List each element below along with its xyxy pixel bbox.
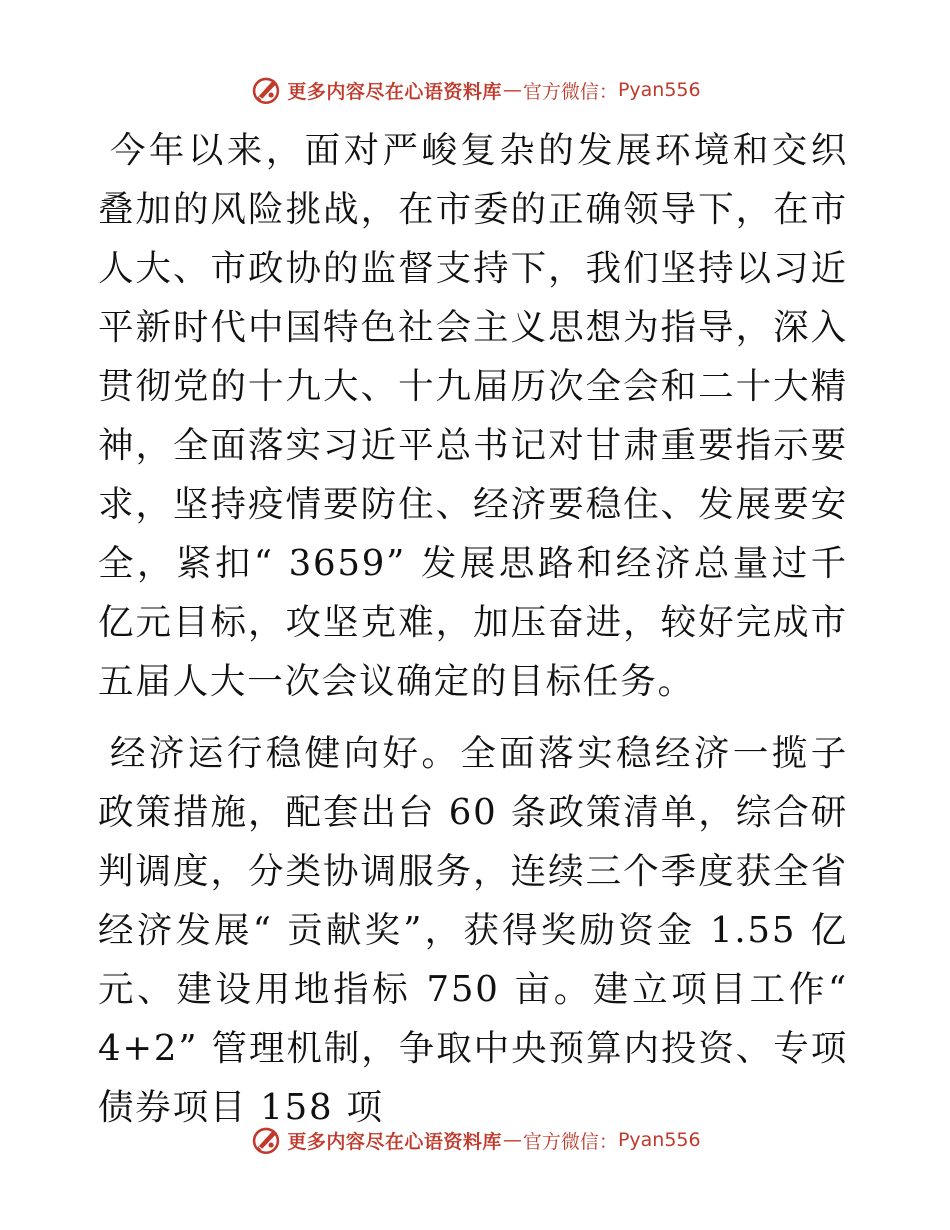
footer-banner bbox=[0, 1120, 950, 1160]
banner-wechat-id: Pyan556 bbox=[617, 79, 701, 101]
logo-icon bbox=[249, 1123, 283, 1157]
logo-icon bbox=[249, 73, 283, 107]
banner-dash: — bbox=[502, 79, 522, 101]
document-body bbox=[98, 121, 848, 1137]
paragraph-1: 今年以来，面对严峻复杂的发展环境和交织叠加的风险挑战，在市委的正确领导下，在市人大、市政协的监督支持下，我们坚持以习近平新时代中国特色社会主义思想为指导，深入贯彻党的十九大、十九届历次全会和二十大精神，全面落实习近平总书记对甘肃重要指示要求，坚持疫情要防住、经济要稳住、发展要安全，紧扣“ 3659” 发展思路和经济总量过千亿元目标，攻坚克难，加压奋进，较好完成市五届人大一次会议确定的目标任务。 bbox=[98, 130, 848, 702]
banner-wechat-label: 官方微信： bbox=[522, 80, 618, 103]
header-banner bbox=[0, 70, 950, 110]
banner-wechat-id: Pyan556 bbox=[617, 1129, 701, 1151]
banner-link-text[interactable]: 更多内容尽在心语资料库 bbox=[287, 80, 502, 103]
banner-link-text[interactable]: 更多内容尽在心语资料库 bbox=[287, 1130, 502, 1153]
banner-dash: — bbox=[502, 1129, 522, 1151]
paragraph-2: 经济运行稳健向好。全面落实稳经济一揽子政策措施，配套出台 60 条政策清单，综合研判调度，分类协调服务，连续三个季度获全省经济发展“ 贡献奖”，获得奖励资金 1.55 亿元、建设用地指标 750 亩。建立项目工作“ 4+2” 管理机制，争取中央预算内投资、专项债券项目 158 项 bbox=[98, 733, 848, 1128]
banner-wechat-label: 官方微信： bbox=[522, 1130, 618, 1153]
